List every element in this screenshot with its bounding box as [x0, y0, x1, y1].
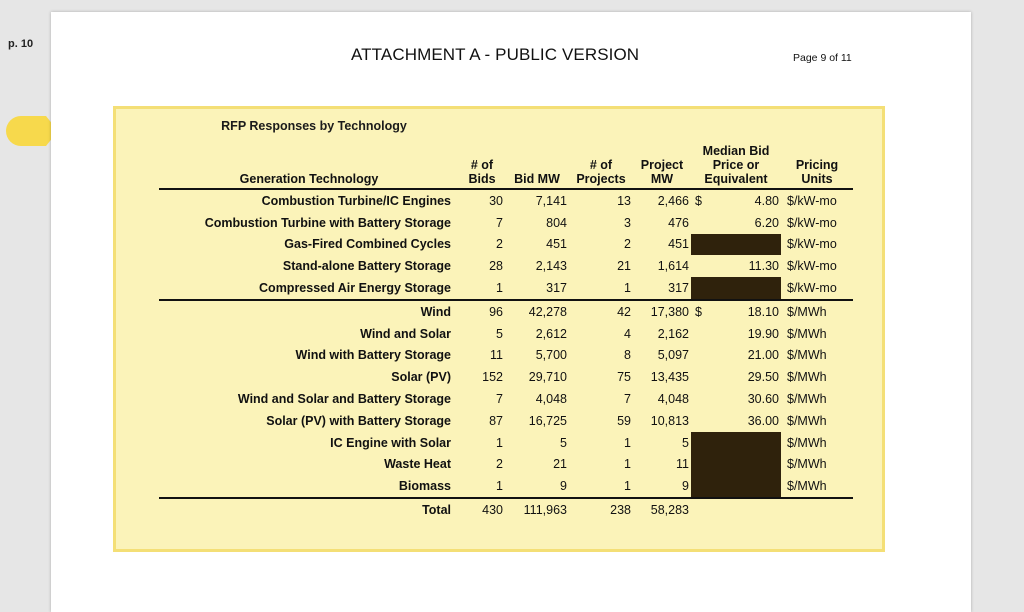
table-row	[159, 366, 853, 388]
row-projects: 1	[624, 457, 631, 472]
row-technology: Gas-Fired Combined Cycles	[284, 237, 451, 252]
row-technology: IC Engine with Solar	[330, 435, 451, 450]
table-row	[159, 234, 853, 256]
row-project-mw: 317	[668, 281, 689, 296]
row-median-price: 29.50	[747, 370, 779, 385]
row-bid-mw: 21	[553, 457, 567, 472]
total-label: Total	[422, 503, 451, 518]
row-technology: Waste Heat	[384, 457, 451, 472]
row-bid-mw: 317	[546, 281, 567, 296]
table-row	[159, 388, 853, 410]
row-bid-mw: 7,141	[505, 189, 569, 212]
row-pricing-units: $/kW-mo	[787, 281, 837, 296]
redacted-price-block	[691, 234, 781, 256]
redacted-price-block	[691, 475, 781, 498]
row-pricing-units: $/kW-mo	[787, 259, 837, 274]
table-row	[159, 255, 853, 277]
row-technology: Stand-alone Battery Storage	[282, 259, 451, 274]
table-title: RFP Responses by Technology	[221, 119, 407, 133]
row-pricing-units: $/MWh	[787, 348, 827, 363]
row-projects: 1	[569, 475, 633, 498]
row-projects: 1	[624, 281, 631, 296]
row-bid-mw: 9	[505, 475, 569, 498]
row-projects: 1	[624, 435, 631, 450]
row-technology: Wind	[159, 300, 459, 323]
row-projects: 42	[569, 300, 633, 323]
header-generation-technology: Generation Technology	[239, 172, 379, 186]
row-technology: Wind with Battery Storage	[295, 348, 451, 363]
row-dollar-sign	[691, 212, 717, 234]
row-project-mw: 5	[682, 435, 689, 450]
row-project-mw: 1,614	[657, 259, 689, 274]
table-row	[159, 277, 853, 300]
redacted-price-block	[691, 277, 781, 300]
table-body	[159, 189, 853, 498]
row-median-price: 4.80	[717, 189, 781, 212]
total-bid-mw: 111,963	[523, 503, 567, 518]
row-dollar-sign	[691, 323, 717, 345]
row-bid-mw: 2,612	[535, 326, 567, 341]
row-bids: 96	[459, 300, 505, 323]
total-bids: 430	[482, 503, 503, 518]
row-dollar-sign	[691, 410, 717, 432]
row-technology: Wind and Solar and Battery Storage	[237, 392, 451, 407]
rfp-responses-table	[159, 144, 853, 521]
row-projects: 3	[624, 215, 631, 230]
row-project-mw: 5,097	[657, 348, 689, 363]
row-projects: 7	[624, 392, 631, 407]
row-bid-mw: 42,278	[505, 300, 569, 323]
row-median-price: 21.00	[747, 348, 779, 363]
row-bids: 11	[490, 348, 503, 363]
table-row	[159, 189, 853, 212]
row-projects: 75	[617, 370, 631, 385]
row-technology: Solar (PV) with Battery Storage	[266, 413, 451, 428]
row-median-price: 36.00	[747, 413, 779, 428]
table-header-row	[159, 144, 853, 189]
row-dollar-sign: $	[691, 300, 717, 323]
redacted-price-block	[691, 432, 781, 454]
row-projects: 59	[617, 413, 631, 428]
row-technology: Compressed Air Energy Storage	[259, 281, 451, 296]
row-median-price: 30.60	[747, 392, 779, 407]
row-bid-mw: 29,710	[528, 370, 567, 385]
table-row	[159, 475, 853, 498]
row-pricing-units: $/MWh	[787, 435, 827, 450]
row-median-price: 18.10	[717, 300, 781, 323]
row-bids: 30	[459, 189, 505, 212]
header-projects: # of Projects	[576, 158, 626, 186]
row-project-mw: 451	[668, 237, 689, 252]
row-dollar-sign	[691, 388, 717, 410]
row-bids: 7	[496, 215, 503, 230]
row-bid-mw: 5,700	[535, 348, 567, 363]
row-bids: 7	[496, 392, 503, 407]
row-median-price: 19.90	[747, 326, 779, 341]
row-bid-mw: 2,143	[535, 259, 567, 274]
row-technology: Biomass	[159, 475, 459, 498]
table-row	[159, 212, 853, 234]
document-page	[51, 12, 971, 612]
header-bids: # of Bids	[468, 158, 496, 186]
row-bid-mw: 804	[546, 215, 567, 230]
row-bid-mw: 4,048	[535, 392, 567, 407]
row-bids: 87	[489, 413, 503, 428]
row-bids: 1	[496, 281, 503, 296]
row-pricing-units: $/MWh	[787, 370, 827, 385]
row-projects: 4	[624, 326, 631, 341]
total-project-mw: 58,283	[650, 503, 689, 518]
row-pricing-units: $/MWh	[787, 413, 827, 428]
table-row	[159, 410, 853, 432]
row-project-mw: 11	[676, 457, 689, 472]
row-project-mw: 17,380	[633, 300, 691, 323]
row-median-price: 6.20	[754, 215, 779, 230]
row-bids: 152	[482, 370, 503, 385]
highlighted-table-callout	[113, 106, 885, 552]
row-pricing-units: $/MWh	[787, 392, 827, 407]
row-dollar-sign	[691, 255, 717, 277]
table-row	[159, 300, 853, 323]
row-project-mw: 476	[668, 215, 689, 230]
table-row	[159, 345, 853, 367]
row-dollar-sign	[691, 366, 717, 388]
row-bids: 2	[496, 237, 503, 252]
row-bids: 28	[489, 259, 503, 274]
row-bid-mw: 5	[560, 435, 567, 450]
row-project-mw: 13,435	[650, 370, 689, 385]
table-row	[159, 432, 853, 454]
header-project-mw: Project MW	[640, 158, 684, 186]
header-pricing-units: Pricing Units	[795, 158, 839, 186]
row-technology: Wind and Solar	[360, 326, 451, 341]
viewer-page-label: p. 10	[8, 38, 34, 50]
header-median-bid-price: Median Bid Price or Equivalent	[702, 144, 770, 186]
row-projects: 8	[624, 348, 631, 363]
row-pricing-units: $/kW-mo	[787, 215, 837, 230]
row-pricing-units: $/kW-mo	[781, 189, 853, 212]
table-row	[159, 454, 853, 476]
row-projects: 13	[569, 189, 633, 212]
row-bids: 1	[496, 435, 503, 450]
row-technology: Solar (PV)	[391, 370, 451, 385]
row-technology: Combustion Turbine/IC Engines	[159, 189, 459, 212]
row-project-mw: 2,466	[633, 189, 691, 212]
row-project-mw: 2,162	[657, 326, 689, 341]
total-projects: 238	[610, 503, 631, 518]
row-bid-mw: 451	[546, 237, 567, 252]
row-bids: 5	[496, 326, 503, 341]
page-number: Page 9 of 11	[793, 52, 852, 64]
row-pricing-units: $/MWh	[787, 457, 827, 472]
row-dollar-sign: $	[691, 189, 717, 212]
row-project-mw: 9	[633, 475, 691, 498]
row-dollar-sign	[691, 345, 717, 367]
row-project-mw: 10,813	[650, 413, 689, 428]
row-technology: Combustion Turbine with Battery Storage	[204, 215, 451, 230]
redacted-price-block	[691, 454, 781, 476]
row-pricing-units: $/MWh	[781, 475, 853, 498]
row-bids: 1	[459, 475, 505, 498]
row-bid-mw: 16,725	[528, 413, 567, 428]
row-project-mw: 4,048	[657, 392, 689, 407]
document-title: ATTACHMENT A - PUBLIC VERSION	[351, 45, 640, 64]
table-row	[159, 323, 853, 345]
row-projects: 2	[624, 237, 631, 252]
total-row	[159, 498, 853, 521]
header-bid-mw: Bid MW	[514, 172, 560, 186]
row-pricing-units: $/MWh	[781, 300, 853, 323]
row-median-price: 11.30	[748, 259, 779, 274]
row-bids: 2	[496, 457, 503, 472]
row-pricing-units: $/kW-mo	[787, 237, 837, 252]
row-pricing-units: $/MWh	[787, 326, 827, 341]
row-projects: 21	[617, 259, 631, 274]
